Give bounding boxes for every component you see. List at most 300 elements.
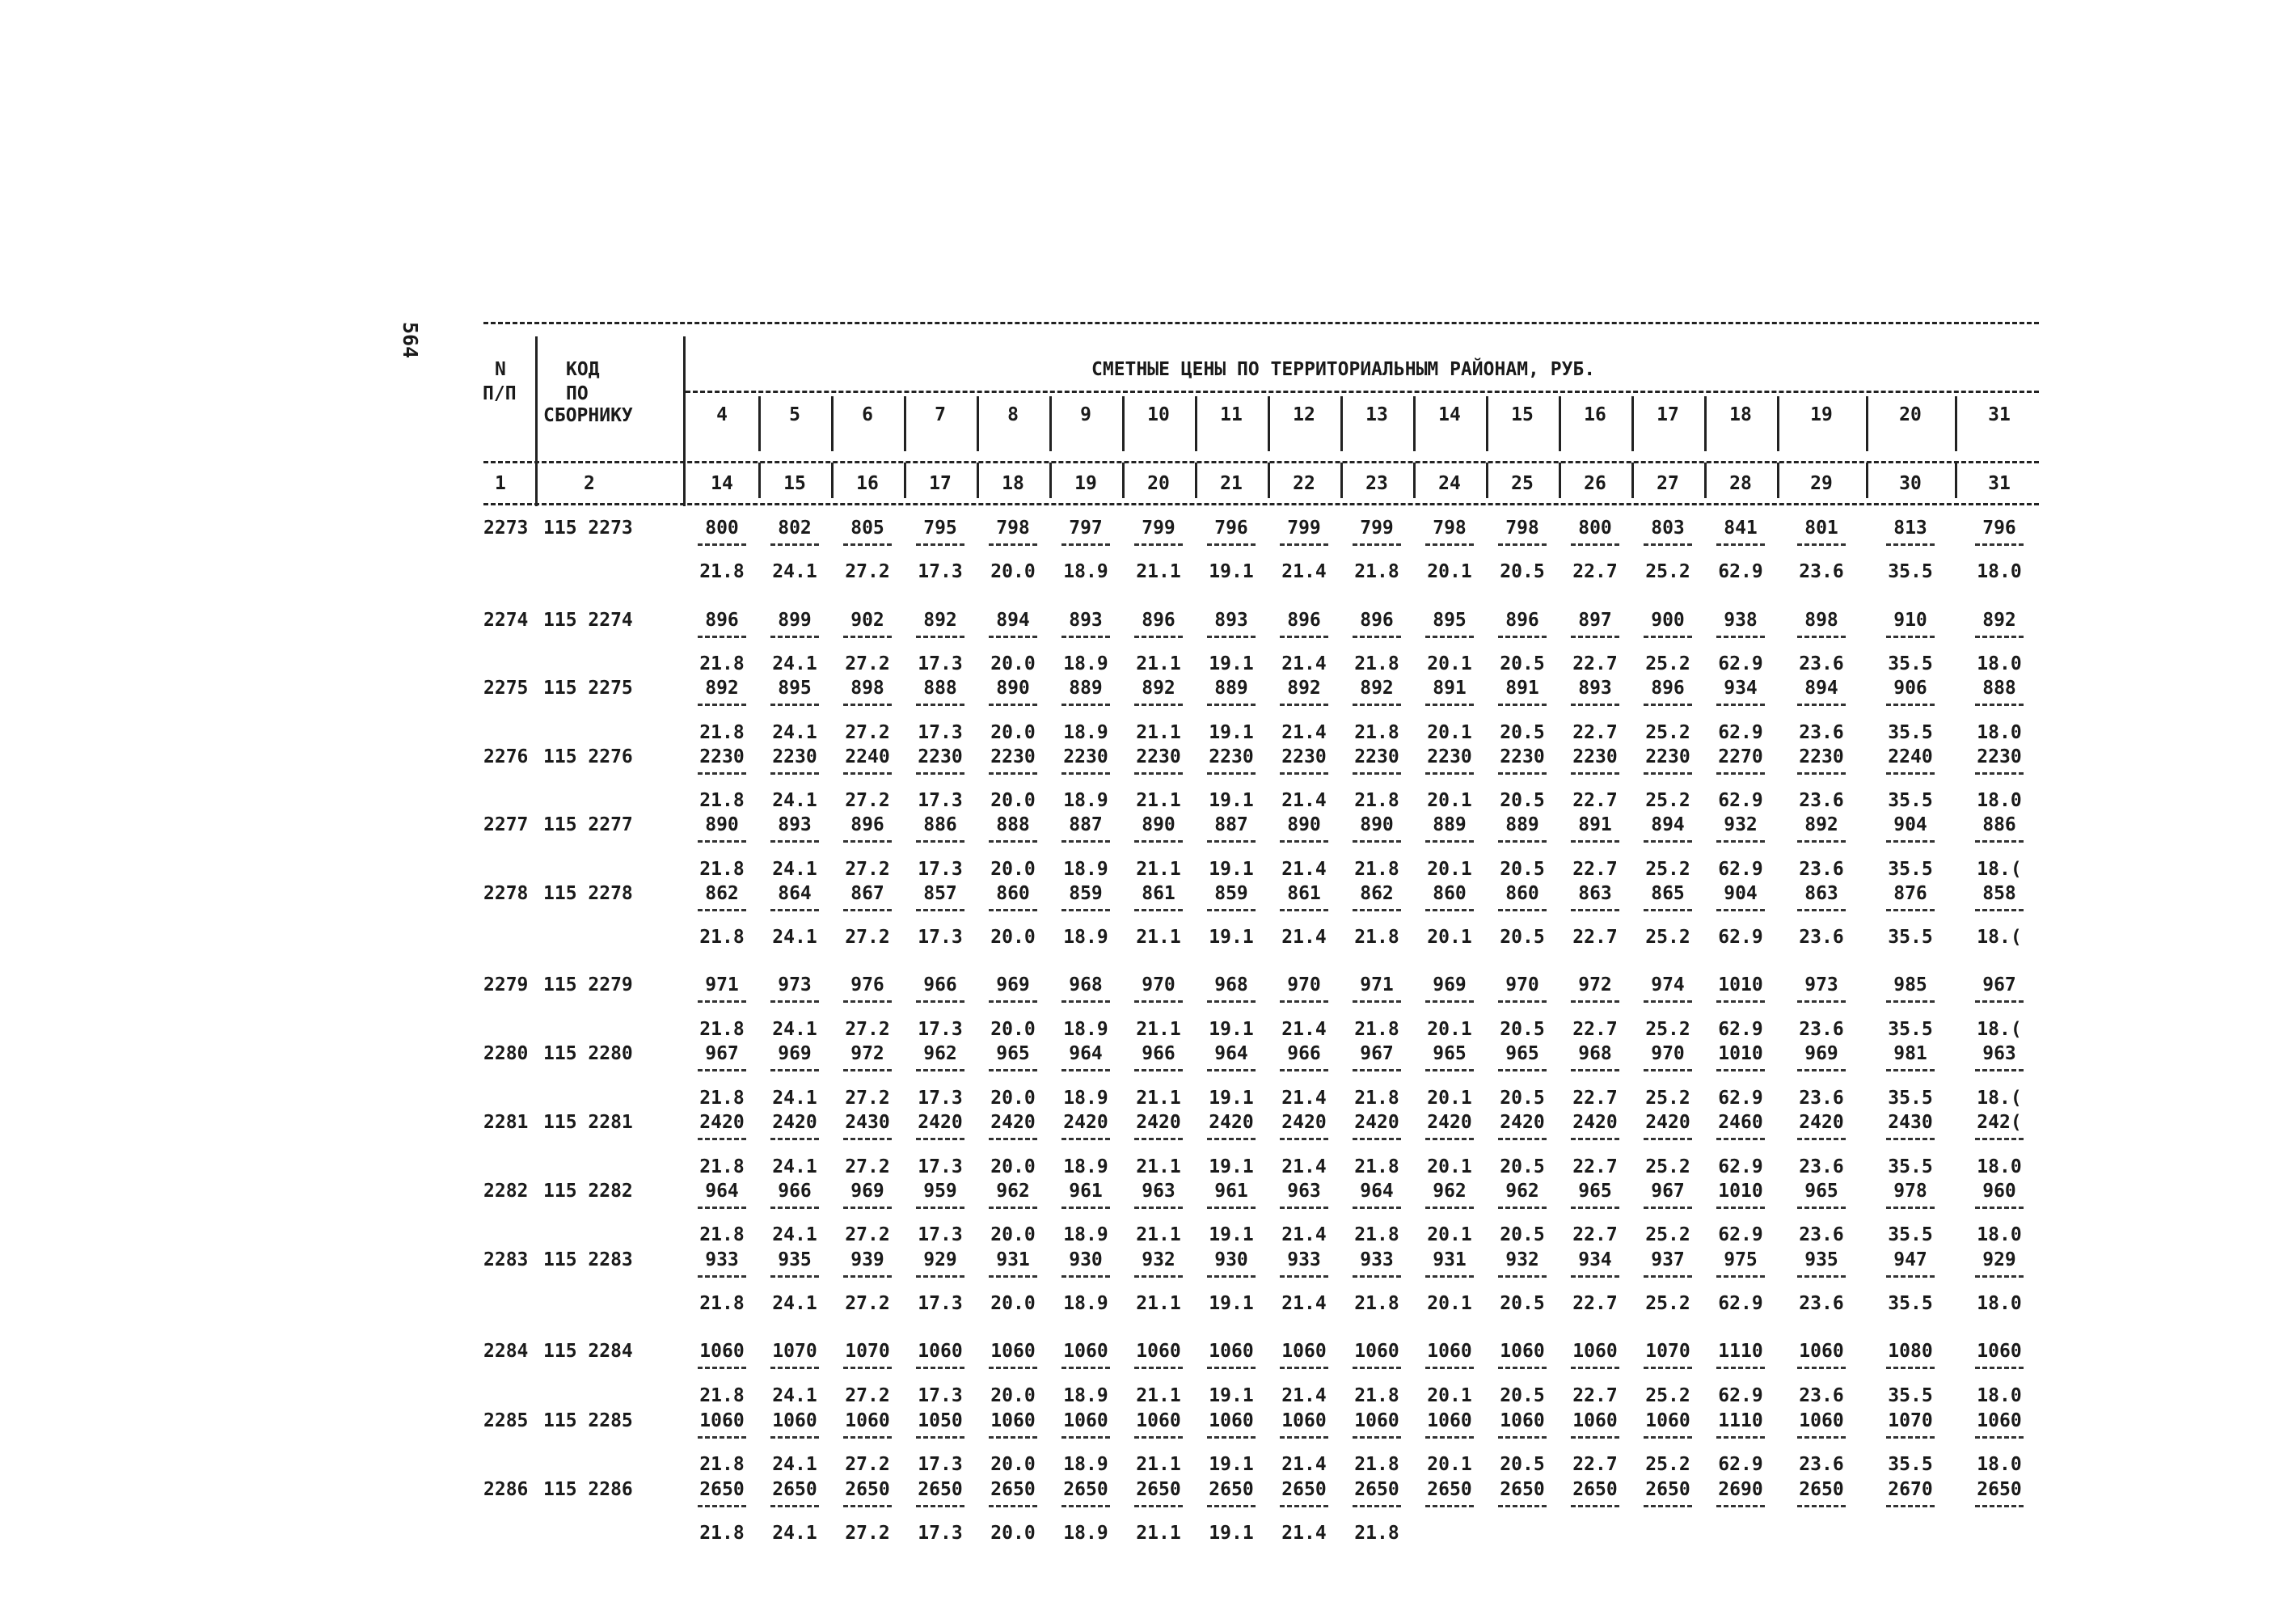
fraction-bar <box>1571 840 1619 843</box>
fraction-bar <box>1061 543 1110 546</box>
fraction-bar <box>1886 772 1935 775</box>
price-value: 857 <box>923 883 957 904</box>
coefficient-value: 35.5 <box>1888 1293 1933 1314</box>
fraction-bar <box>1353 1138 1401 1140</box>
fraction-bar <box>843 1000 892 1003</box>
price-value: 965 <box>1578 1181 1612 1202</box>
coefficient-value: 19.1 <box>1209 790 1254 811</box>
fraction-bar <box>843 636 892 638</box>
coefficient-value: 18.0 <box>1977 561 2022 582</box>
fraction-bar <box>1644 543 1692 546</box>
price-value: 858 <box>1982 883 2016 904</box>
fraction-bar <box>1797 1505 1846 1507</box>
price-value: 893 <box>1069 610 1103 631</box>
coefficient-value: 20.1 <box>1427 1224 1472 1245</box>
coefficient-value: 22.7 <box>1572 1156 1618 1177</box>
fraction-bar <box>1061 772 1110 775</box>
fraction-bar <box>1716 840 1765 843</box>
coefficient-value: 21.8 <box>1354 859 1399 880</box>
fraction-bar <box>1797 543 1846 546</box>
coefficient-value: 25.2 <box>1645 790 1690 811</box>
price-value: 863 <box>1578 883 1612 904</box>
fraction-bar <box>1644 1000 1692 1003</box>
coefficient-value: 24.1 <box>772 1224 817 1245</box>
fraction-bar <box>1498 772 1547 775</box>
coefficient-value: 18.( <box>1977 859 2022 880</box>
coefficient-value: 21.4 <box>1281 1224 1327 1245</box>
fraction-bar <box>989 543 1037 546</box>
coefficient-value: 21.8 <box>1354 927 1399 948</box>
fraction-bar <box>1353 840 1401 843</box>
fraction-bar <box>1716 1000 1765 1003</box>
price-value: 2650 <box>1799 1479 1844 1500</box>
coefficient-value: 20.5 <box>1500 1019 1545 1040</box>
price-value: 965 <box>1804 1181 1838 1202</box>
coefficient-value: 21.1 <box>1136 1293 1181 1314</box>
fraction-bar <box>989 840 1037 843</box>
coefficient-value: 24.1 <box>772 1523 817 1544</box>
fraction-bar <box>770 1000 819 1003</box>
price-value: 893 <box>778 814 812 835</box>
fraction-bar <box>1975 1367 2024 1369</box>
coefficient-value: 20.0 <box>990 859 1036 880</box>
coefficient-value: 62.9 <box>1718 1385 1763 1406</box>
fraction-bar <box>1425 704 1474 706</box>
column-separator <box>1631 396 1634 429</box>
column-number: 17 <box>929 473 952 494</box>
price-value: 892 <box>1360 678 1394 699</box>
fraction-bar <box>843 1436 892 1439</box>
column-separator <box>1631 463 1634 498</box>
coefficient-value: 23.6 <box>1799 1454 1844 1475</box>
price-value: 1060 <box>1572 1341 1618 1362</box>
coefficient-value: 21.4 <box>1281 859 1327 880</box>
fraction-bar <box>1280 840 1328 843</box>
row-code: 115 2281 <box>543 1112 633 1133</box>
price-value: 967 <box>1651 1181 1685 1202</box>
fraction-bar <box>698 909 746 911</box>
coefficient-value: 24.1 <box>772 790 817 811</box>
price-value: 930 <box>1214 1249 1248 1270</box>
fraction-bar <box>698 1436 746 1439</box>
district-header: 31 <box>1988 404 2011 425</box>
price-value: 970 <box>1142 974 1175 995</box>
fraction-bar <box>916 1000 964 1003</box>
table-top-rule <box>483 322 2039 324</box>
fraction-bar <box>1498 636 1547 638</box>
fraction-bar <box>770 1069 819 1071</box>
header-title: СМЕТНЫЕ ЦЕНЫ ПО ТЕРРИТОРИАЛЬНЫМ РАЙОНАМ, РУБ. <box>1091 359 1596 380</box>
fraction-bar <box>1134 840 1183 843</box>
coefficient-value: 35.5 <box>1888 859 1933 880</box>
fraction-bar <box>1571 1367 1619 1369</box>
coefficient-value: 35.5 <box>1888 653 1933 674</box>
coefficient-value: 19.1 <box>1209 1088 1254 1109</box>
price-value: 896 <box>1505 610 1539 631</box>
column-number: 18 <box>1002 473 1024 494</box>
fraction-bar <box>1353 1275 1401 1278</box>
coefficient-value: 17.3 <box>918 859 963 880</box>
price-value: 966 <box>1142 1043 1175 1064</box>
coefficient-value: 18.( <box>1977 927 2022 948</box>
coefficient-value: 18.9 <box>1063 927 1108 948</box>
price-value: 1010 <box>1718 1043 1763 1064</box>
coefficient-value: 20.0 <box>990 561 1036 582</box>
fraction-bar <box>1280 704 1328 706</box>
fraction-bar <box>1571 1207 1619 1209</box>
price-value: 1050 <box>918 1410 963 1431</box>
price-value: 894 <box>1651 814 1685 835</box>
column-separator <box>1486 463 1488 498</box>
price-value: 895 <box>778 678 812 699</box>
fraction-bar <box>1425 909 1474 911</box>
price-value: 947 <box>1893 1249 1927 1270</box>
fraction-bar <box>1975 1505 2024 1507</box>
fraction-bar <box>1134 1138 1183 1140</box>
coefficient-value: 20.1 <box>1427 1019 1472 1040</box>
price-value: 892 <box>705 678 739 699</box>
fraction-bar <box>1353 1436 1401 1439</box>
fraction-bar <box>1975 909 2024 911</box>
fraction-bar <box>1280 772 1328 775</box>
fraction-bar <box>1353 1207 1401 1209</box>
coefficient-value: 35.5 <box>1888 1088 1933 1109</box>
coefficient-value: 19.1 <box>1209 561 1254 582</box>
fraction-bar <box>1571 636 1619 638</box>
fraction-bar <box>1207 543 1256 546</box>
price-value: 2420 <box>772 1112 817 1133</box>
coefficient-value: 18.9 <box>1063 1019 1108 1040</box>
column-separator <box>1559 429 1561 451</box>
fraction-bar <box>1797 1436 1846 1439</box>
price-value: 896 <box>1287 610 1321 631</box>
coefficient-value: 21.4 <box>1281 1019 1327 1040</box>
coefficient-value: 20.1 <box>1427 722 1472 743</box>
price-value: 937 <box>1651 1249 1685 1270</box>
row-number: 2279 <box>483 974 529 995</box>
fraction-bar <box>1975 543 2024 546</box>
coefficient-value: 62.9 <box>1718 790 1763 811</box>
row-code: 115 2274 <box>543 610 633 631</box>
price-value: 2650 <box>1281 1479 1327 1500</box>
column-number: 22 <box>1293 473 1315 494</box>
coefficient-value: 22.7 <box>1572 1293 1618 1314</box>
coefficient-value: 21.4 <box>1281 790 1327 811</box>
fraction-bar <box>989 1138 1037 1140</box>
price-value: 962 <box>996 1181 1030 1202</box>
price-value: 860 <box>996 883 1030 904</box>
fraction-bar <box>1571 1138 1619 1140</box>
coefficient-value: 18.9 <box>1063 1293 1108 1314</box>
fraction-bar <box>1716 1367 1765 1369</box>
price-value: 975 <box>1724 1249 1758 1270</box>
price-value: 974 <box>1651 974 1685 995</box>
coefficient-value: 23.6 <box>1799 561 1844 582</box>
fraction-bar <box>1571 1505 1619 1507</box>
price-value: 2650 <box>772 1479 817 1500</box>
price-value: 2650 <box>1136 1479 1181 1500</box>
coefficient-value: 21.1 <box>1136 927 1181 948</box>
fraction-bar <box>1207 1275 1256 1278</box>
coefficient-value: 20.1 <box>1427 927 1472 948</box>
row-code: 115 2277 <box>543 814 633 835</box>
district-header: 5 <box>789 404 800 425</box>
fraction-bar <box>1644 772 1692 775</box>
fraction-bar <box>1571 1069 1619 1071</box>
coefficient-value: 20.0 <box>990 927 1036 948</box>
fraction-bar <box>1280 909 1328 911</box>
fraction-bar <box>698 1505 746 1507</box>
price-value: 965 <box>1433 1043 1467 1064</box>
column-separator <box>1704 429 1707 451</box>
fraction-bar <box>1886 704 1935 706</box>
fraction-bar <box>1886 543 1935 546</box>
coefficient-value: 62.9 <box>1718 859 1763 880</box>
district-header: 15 <box>1511 404 1534 425</box>
coefficient-value: 20.1 <box>1427 1088 1472 1109</box>
fraction-bar <box>1498 1505 1547 1507</box>
price-value: 2650 <box>1354 1479 1399 1500</box>
price-value: 1070 <box>845 1341 890 1362</box>
coefficient-value: 23.6 <box>1799 859 1844 880</box>
price-value: 795 <box>923 518 957 539</box>
district-header: 20 <box>1899 404 1922 425</box>
price-value: 1110 <box>1718 1410 1763 1431</box>
coefficient-value: 62.9 <box>1718 1088 1763 1109</box>
fraction-bar <box>1425 1069 1474 1071</box>
price-value: 1060 <box>1572 1410 1618 1431</box>
fraction-bar <box>989 704 1037 706</box>
fraction-bar <box>1797 909 1846 911</box>
coefficient-value: 18.9 <box>1063 1224 1108 1245</box>
fraction-bar <box>1207 1367 1256 1369</box>
price-value: 902 <box>850 610 884 631</box>
coefficient-value: 21.4 <box>1281 1156 1327 1177</box>
price-value: 799 <box>1287 518 1321 539</box>
fraction-bar <box>1644 1505 1692 1507</box>
fraction-bar <box>1498 909 1547 911</box>
fraction-bar <box>1353 772 1401 775</box>
fraction-bar <box>770 543 819 546</box>
coefficient-value: 21.4 <box>1281 561 1327 582</box>
price-value: 862 <box>1360 883 1394 904</box>
coefficient-value: 20.0 <box>990 1156 1036 1177</box>
coefficient-value: 62.9 <box>1718 561 1763 582</box>
coefficient-value: 18.( <box>1977 1088 2022 1109</box>
coefficient-value: 25.2 <box>1645 1293 1690 1314</box>
fraction-bar <box>1134 1436 1183 1439</box>
price-value: 805 <box>850 518 884 539</box>
header-n-sublabel: П/П <box>483 383 517 404</box>
fraction-bar <box>916 636 964 638</box>
fraction-bar <box>843 1138 892 1140</box>
fraction-bar <box>1207 1207 1256 1209</box>
price-value: 904 <box>1724 883 1758 904</box>
coefficient-value: 22.7 <box>1572 859 1618 880</box>
price-value: 861 <box>1142 883 1175 904</box>
price-value: 2240 <box>1888 746 1933 767</box>
coefficient-value: 18.9 <box>1063 653 1108 674</box>
column-number: 15 <box>783 473 806 494</box>
price-value: 966 <box>923 974 957 995</box>
column-separator <box>1340 463 1343 498</box>
column-separator <box>977 463 979 498</box>
coefficient-value: 21.8 <box>1354 1293 1399 1314</box>
coefficient-value: 25.2 <box>1645 859 1690 880</box>
column-separator <box>1704 463 1707 498</box>
column-separator <box>1195 396 1197 429</box>
price-value: 962 <box>1433 1181 1467 1202</box>
coefficient-value: 20.1 <box>1427 790 1472 811</box>
price-value: 886 <box>923 814 957 835</box>
fraction-bar <box>843 543 892 546</box>
coefficient-value: 17.3 <box>918 1019 963 1040</box>
price-value: 967 <box>1360 1043 1394 1064</box>
coefficient-value: 23.6 <box>1799 1088 1844 1109</box>
coefficient-value: 21.8 <box>699 1293 745 1314</box>
coefficient-value: 21.1 <box>1136 1523 1181 1544</box>
column-separator <box>977 429 979 451</box>
coefficient-value: 20.5 <box>1500 1156 1545 1177</box>
fraction-bar <box>1716 909 1765 911</box>
fraction-bar <box>1797 1000 1846 1003</box>
fraction-bar <box>1134 1505 1183 1507</box>
price-value: 967 <box>1982 974 2016 995</box>
column-separator <box>904 396 906 429</box>
column-separator <box>1955 396 1957 429</box>
fraction-bar <box>1498 840 1547 843</box>
price-value: 969 <box>850 1181 884 1202</box>
coefficient-value: 19.1 <box>1209 1293 1254 1314</box>
row-code: 115 2282 <box>543 1181 633 1202</box>
fraction-bar <box>1280 1275 1328 1278</box>
fraction-bar <box>1134 1000 1183 1003</box>
price-value: 861 <box>1287 883 1321 904</box>
fraction-bar <box>1716 1275 1765 1278</box>
fraction-bar <box>1425 1367 1474 1369</box>
price-value: 932 <box>1142 1249 1175 1270</box>
coefficient-value: 21.1 <box>1136 1224 1181 1245</box>
price-value: 932 <box>1724 814 1758 835</box>
row-number: 2276 <box>483 746 529 767</box>
coefficient-value: 20.0 <box>990 1088 1036 1109</box>
column-separator <box>1340 429 1343 451</box>
row-number: 2282 <box>483 1181 529 1202</box>
coefficient-value: 35.5 <box>1888 927 1933 948</box>
price-value: 802 <box>778 518 812 539</box>
price-value: 2230 <box>1572 746 1618 767</box>
coefficient-value: 20.1 <box>1427 1293 1472 1314</box>
column-separator <box>1195 463 1197 498</box>
price-value: 963 <box>1287 1181 1321 1202</box>
coefficient-value: 24.1 <box>772 1293 817 1314</box>
price-value: 2270 <box>1718 746 1763 767</box>
fraction-bar <box>1886 1505 1935 1507</box>
price-value: 972 <box>1578 974 1612 995</box>
fraction-bar <box>1797 840 1846 843</box>
coefficient-value: 35.5 <box>1888 722 1933 743</box>
coefficient-value: 21.8 <box>699 1454 745 1475</box>
coefficient-value: 19.1 <box>1209 1224 1254 1245</box>
header-col-n: 1 <box>495 473 506 494</box>
column-number: 27 <box>1657 473 1679 494</box>
column-number: 24 <box>1438 473 1461 494</box>
fraction-bar <box>770 840 819 843</box>
coefficient-value: 21.4 <box>1281 722 1327 743</box>
coefficient-value: 18.9 <box>1063 561 1108 582</box>
price-value: 1060 <box>918 1341 963 1362</box>
header-code-label: КОД <box>566 359 600 380</box>
fraction-bar <box>1061 1069 1110 1071</box>
fraction-bar <box>1425 543 1474 546</box>
coefficient-value: 62.9 <box>1718 1293 1763 1314</box>
coefficient-value: 21.4 <box>1281 653 1327 674</box>
fraction-bar <box>1571 543 1619 546</box>
fraction-bar <box>1061 1138 1110 1140</box>
fraction-bar <box>698 1275 746 1278</box>
price-value: 892 <box>923 610 957 631</box>
fraction-bar <box>1886 1207 1935 1209</box>
coefficient-value: 35.5 <box>1888 790 1933 811</box>
price-value: 887 <box>1214 814 1248 835</box>
fraction-bar <box>1886 1138 1935 1140</box>
fraction-bar <box>843 1275 892 1278</box>
coefficient-value: 27.2 <box>845 1293 890 1314</box>
price-value: 1010 <box>1718 974 1763 995</box>
fraction-bar <box>1975 1069 2024 1071</box>
row-code: 115 2284 <box>543 1341 633 1362</box>
coefficient-value: 20.5 <box>1500 1385 1545 1406</box>
coefficient-value: 24.1 <box>772 722 817 743</box>
fraction-bar <box>1061 1436 1110 1439</box>
fraction-bar <box>770 704 819 706</box>
fraction-bar <box>1207 1069 1256 1071</box>
fraction-bar <box>770 1367 819 1369</box>
fraction-bar <box>989 1207 1037 1209</box>
district-header: 12 <box>1293 404 1315 425</box>
column-separator <box>1049 463 1052 498</box>
coefficient-value: 62.9 <box>1718 1454 1763 1475</box>
coefficient-value: 20.1 <box>1427 653 1472 674</box>
column-number: 26 <box>1584 473 1606 494</box>
column-separator <box>1777 429 1779 451</box>
coefficient-value: 21.8 <box>1354 653 1399 674</box>
price-value: 888 <box>1982 678 2016 699</box>
coefficient-value: 17.3 <box>918 561 963 582</box>
fraction-bar <box>1886 1436 1935 1439</box>
fraction-bar <box>1207 704 1256 706</box>
price-value: 1070 <box>1888 1410 1933 1431</box>
fraction-bar <box>770 772 819 775</box>
price-value: 2650 <box>1645 1479 1690 1500</box>
coefficient-value: 21.8 <box>699 927 745 948</box>
coefficient-value: 62.9 <box>1718 927 1763 948</box>
fraction-bar <box>1716 543 1765 546</box>
price-value: 961 <box>1214 1181 1248 1202</box>
row-code: 115 2280 <box>543 1043 633 1064</box>
coefficient-value: 21.1 <box>1136 1088 1181 1109</box>
price-value: 2230 <box>1136 746 1181 767</box>
coefficient-value: 25.2 <box>1645 1385 1690 1406</box>
district-header: 14 <box>1438 404 1461 425</box>
fraction-bar <box>843 1367 892 1369</box>
coefficient-value: 17.3 <box>918 1293 963 1314</box>
coefficient-value: 27.2 <box>845 653 890 674</box>
coefficient-value: 20.5 <box>1500 927 1545 948</box>
fraction-bar <box>1644 840 1692 843</box>
price-value: 967 <box>705 1043 739 1064</box>
fraction-bar <box>770 1275 819 1278</box>
